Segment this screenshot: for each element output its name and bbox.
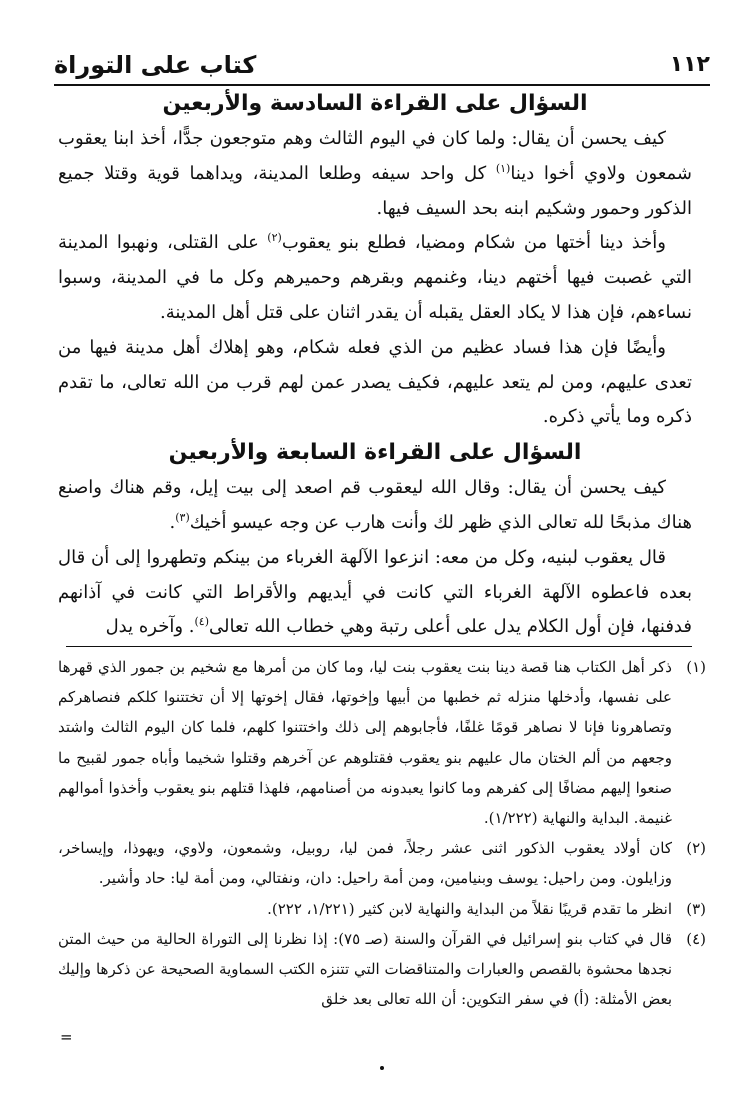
paragraph (58, 331, 692, 435)
main-text (58, 86, 692, 645)
paragraph-text: كيف يحسن أن يقال: وقال الله ليعقوب قم اصعد إلى بيت إيل، وقم هناك واصنع هناك مذبحًا لله تعالى الذي ظهر لك وأنت هارب عن وجه عيسو أخيك (58, 477, 692, 533)
footnote-number: (٢) (686, 839, 706, 858)
footnote (58, 833, 706, 893)
continuation-mark: = (60, 1028, 73, 1046)
footnotes (58, 652, 706, 1014)
footnote-ref-3[interactable]: (٣) (175, 510, 190, 524)
paragraph-text: كيف يحسن أن يقال: ولما كان في اليوم الثالث وهم متوجعون جدًّا، أخذ ابنا يعقوب شمعون ولاوي أخوا دينا (58, 128, 693, 184)
footnote-number: (٣) (686, 899, 706, 918)
footnote-separator (66, 646, 692, 647)
page-number: ١١٢ (669, 52, 710, 77)
section-heading-46: السؤال على القراءة السادسة والأربعين (162, 91, 588, 116)
footnote-ref-4[interactable]: (٤) (194, 615, 209, 629)
paragraph (58, 122, 692, 226)
running-header (54, 42, 710, 82)
running-title: كتاب على التوراة (54, 51, 257, 79)
paragraph-text: . (169, 511, 176, 533)
footnote-ref-1[interactable]: (١) (495, 161, 511, 175)
footnote-text: ذكر أهل الكتاب هنا قصة دينا بنت يعقوب بنت ليا، وما كان من أمرها مع شخيم بن جمور الذي قهرها على نفسها، وأدخلها منزله ثم خطبها من أبيها وإخوتها، فقال إخوتها إلا أن تختتنوا كلكم فنصاهركم وتصاهرونا فإنا لا نصاهر قومًا غلفًا، فأجابوهم إلى ذلك واختتنوا كلهم، فلما كان اليوم الثالث واشتد وجعهم من ألم الختان مال عليهم بنو يعقوب فقتلوهم عن آخرهم وقتلوا شخيما وأباه جمور لقبيح ما صنعوا إليهم مضافًا إلى كفرهم وما كانوا يعبدونه من أصنامهم، فلهذا قتلهم بنو يعقوب وأخذوا أموالهم غنيمة. البداية والنهاية (١/٢٢٢). (58, 658, 672, 828)
footnote (58, 924, 706, 1015)
footnote-number: (٤) (686, 929, 706, 948)
paragraph (58, 471, 692, 541)
paragraph (58, 541, 692, 645)
footnote (58, 652, 706, 833)
paragraph-text: كل واحد سيفه وطلعا المدينة، ويداهما قوية وقتلا جميع الذكور وحمور وشكيم ابنه بحد السيف فيها. (58, 162, 692, 219)
footnote-text: قال في كتاب بنو إسرائيل في القرآن والسنة (صـ ٧٥): إذا نظرنا إلى التوراة الحالية من حيث المتن نجدها محشوة بالقصص والعبارات والمتناقضات التي تتنزه الكتب السماوية الصحيحة عن ذكرها وإليك بعض الأمثلة: (أ) في سفر التكوين: أن الله تعالى بعد خلق (58, 929, 672, 1009)
paragraph-text: . وآخره يدل (105, 616, 195, 638)
footnote-text: كان أولاد يعقوب الذكور اثنى عشر رجلاً، فمن ليا، روبيل، وشمعون، ولاوي، ويهوذا، وإيساخر، وزايلون. ومن راحيل: يوسف وبنيامين، ومن أمة راحيل: دان، ونفتالي، ومن أمة ليا: حاد وأشير. (58, 839, 672, 888)
footnote (58, 894, 706, 924)
paragraph-text: قال يعقوب لبنيه، وكل من معه: انزعوا الآلهة الغرباء من بينكم وتطهروا إلى أن قال بعده فاعطوه الآلهة الغرباء التي كانت في أيديهم والأقراط التي كانت في آذانهم فدفنها، فإن أول الكلام يدل على أعلى رتبة وهي خطاب الله تعالى (58, 546, 692, 638)
paragraph-text: وأخذ دينا أختها من شكام ومضيا، فطلع بنو يعقوب (281, 232, 666, 254)
footnote-number: (١) (686, 658, 706, 676)
footnote-text: انظر ما تقدم قريبًا نقلاً من البداية والنهاية لابن كثير (١/٢٢١، ٢٢٢). (267, 899, 672, 918)
paragraph (58, 226, 692, 330)
paragraph-text: وأيضًا فإن هذا فساد عظيم من الذي فعله شكام، وهو إهلاك أهل مدينة فيها من تعدى عليهم، ومن لم يتعد عليهم، فكيف يصدر عمن لهم قرب من الله تعالى، ما تقدم ذكره وما يأتي ذكره. (58, 336, 692, 428)
footnote-ref-2[interactable]: (٢) (267, 231, 282, 245)
page-dot (380, 1066, 384, 1070)
paragraph-text: على القتلى، ونهبوا المدينة التي غصبت فيها أختهم دينا، وغنمهم وبقرهم وحميرهم وكل ما في المدينة، وسبوا نساءهم، فإن هذا لا يكاد العقل يقبله أن يقدر اثنان على قتل أهل المدينة. (58, 232, 692, 323)
section-heading-47: السؤال على القراءة السابعة والأربعين (168, 440, 582, 466)
